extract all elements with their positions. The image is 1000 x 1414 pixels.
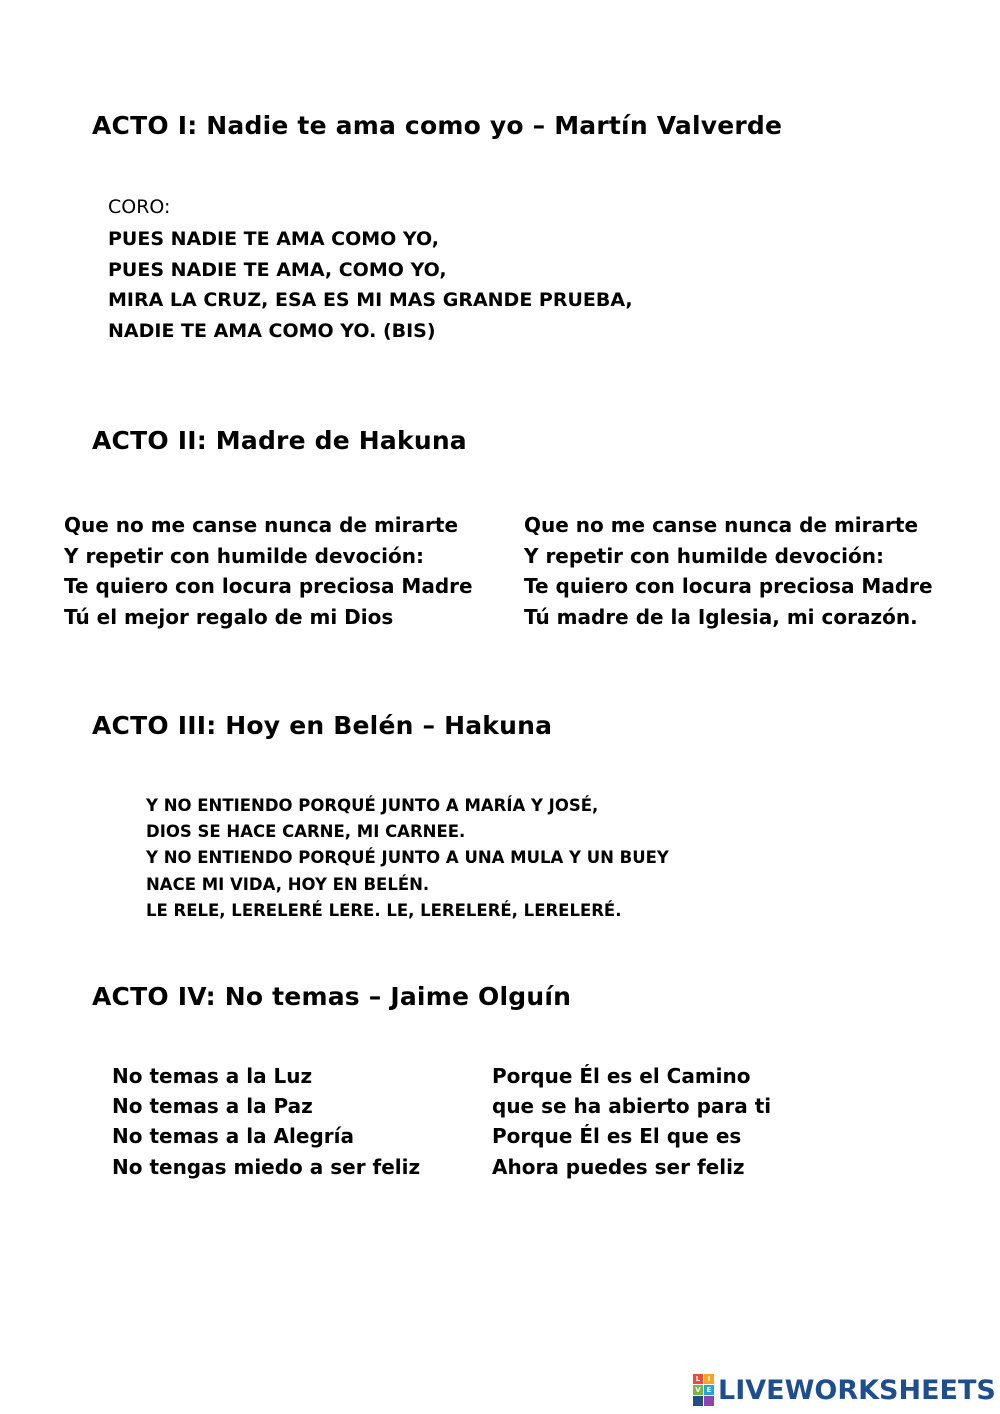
act-2-left-verse — [64, 510, 473, 633]
act-3-heading: ACTO III: Hoy en Belén – Hakuna — [92, 711, 553, 740]
logo-cell: V — [693, 1385, 703, 1395]
act-2-heading: ACTO II: Madre de Hakuna — [92, 426, 467, 455]
lyric-line: Te quiero con locura preciosa Madre — [64, 574, 473, 599]
lyric-line: Porque Él es el Camino — [492, 1064, 751, 1088]
lyric-line: No temas a la Paz — [112, 1094, 313, 1119]
lyric-line: NADIE TE AMA COMO YO. (BIS) — [108, 319, 436, 342]
act-4-heading: ACTO IV: No temas – Jaime Olguín — [92, 982, 572, 1011]
lyric-line: Porque Él es El que es — [492, 1124, 742, 1149]
lyric-line: Y repetir con humilde devoción: — [524, 543, 885, 568]
act-3-verse — [146, 793, 669, 924]
lyric-line: NACE MI VIDA, HOY EN BELÉN. — [146, 874, 430, 894]
liveworksheets-logo-icon — [693, 1374, 714, 1406]
lyric-line: Que no me canse nunca de mirarte — [524, 513, 919, 537]
lyric-line: MIRA LA CRUZ, ESA ES MI MAS GRANDE PRUEBA, — [108, 289, 633, 311]
act-1-chorus — [108, 194, 633, 346]
lyric-line: PUES NADIE TE AMA COMO YO, — [108, 228, 439, 250]
act-1-heading: ACTO I: Nadie te ama como yo – Martín Valverde — [92, 111, 783, 140]
act-4-right-verse — [492, 1061, 771, 1182]
lyric-line: LE RELE, LERELERÉ LERE. LE, LERELERÉ, LERELERÉ. — [146, 900, 622, 920]
lyric-line: Y NO ENTIENDO PORQUÉ JUNTO A MARÍA Y JOSÉ, — [146, 796, 599, 815]
logo-cell: I — [704, 1374, 714, 1384]
logo-cell: L — [693, 1374, 703, 1384]
lyric-line: Tú el mejor regalo de mi Dios — [64, 605, 394, 630]
lyric-line: Que no me canse nunca de mirarte — [64, 513, 459, 537]
logo-cell — [704, 1396, 714, 1406]
act-2-right-verse — [524, 510, 933, 633]
lyric-line: No tengas miedo a ser feliz — [112, 1154, 421, 1179]
lyric-line: Te quiero con locura preciosa Madre — [524, 574, 933, 599]
lyric-line: DIOS SE HACE CARNE, MI CARNEE. — [146, 822, 466, 842]
logo-cell: E — [704, 1385, 714, 1395]
lyric-line: Y NO ENTIENDO PORQUÉ JUNTO A UNA MULA Y UN BUEY — [146, 848, 669, 868]
lyric-line: No temas a la Luz — [112, 1064, 313, 1088]
coro-label: CORO: — [108, 196, 171, 218]
lyric-line: Tú madre de la Iglesia, mi corazón. — [524, 605, 918, 630]
lyric-line: PUES NADIE TE AMA, COMO YO, — [108, 258, 447, 281]
act-4-left-verse — [112, 1061, 420, 1182]
lyric-line: No temas a la Alegría — [112, 1124, 354, 1149]
lyric-line: que se ha abierto para ti — [492, 1094, 772, 1119]
logo-cell — [693, 1396, 703, 1406]
liveworksheets-brand[interactable] — [693, 1373, 996, 1407]
lyric-line: Ahora puedes ser feliz — [492, 1154, 745, 1179]
liveworksheets-wordmark: LIVEWORKSHEETS — [718, 1374, 996, 1406]
lyric-line: Y repetir con humilde devoción: — [64, 543, 425, 568]
